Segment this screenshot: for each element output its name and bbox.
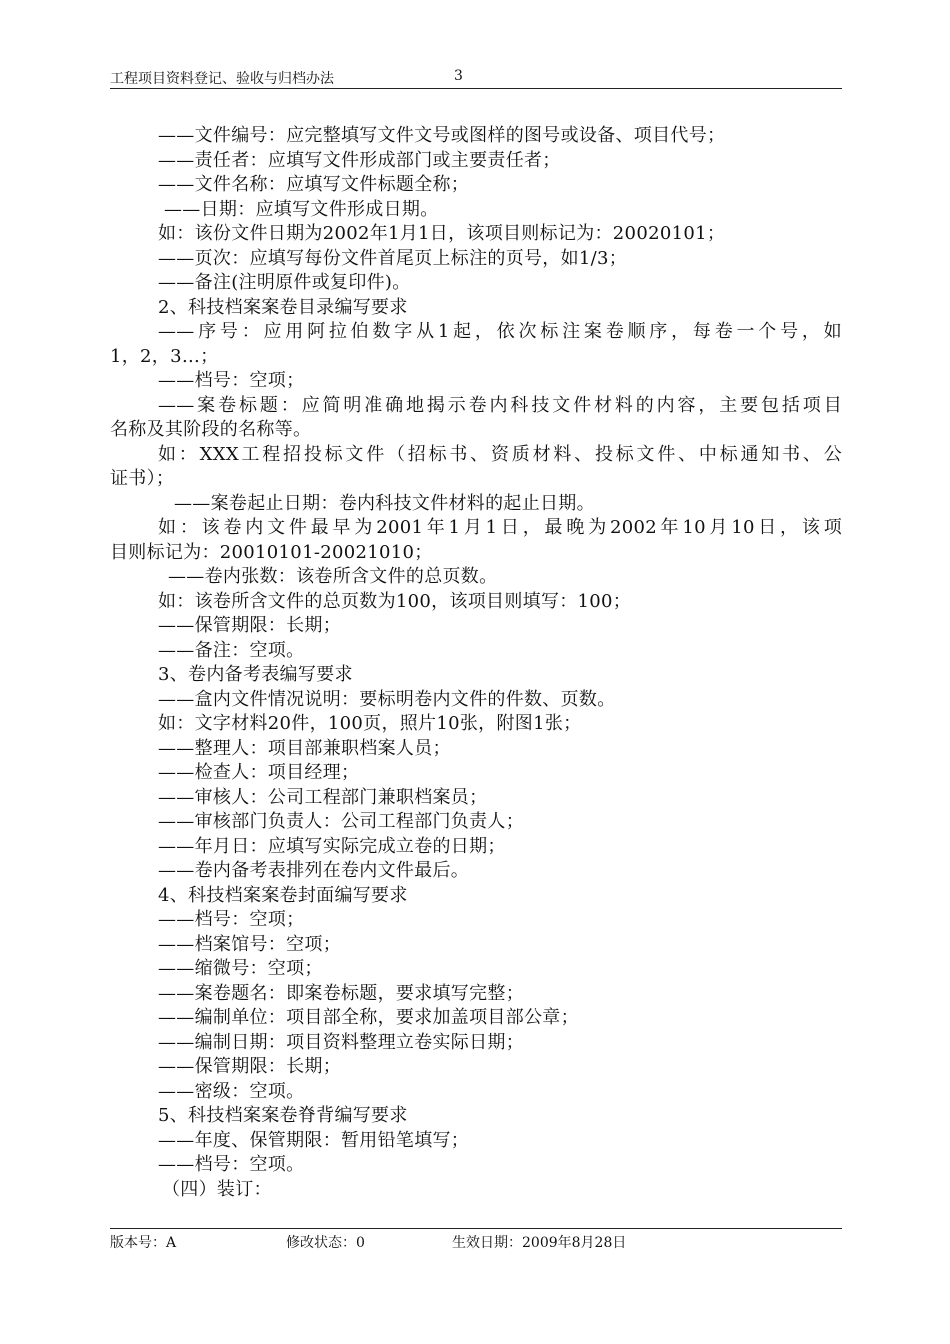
revision-status: 修改状态：0 (286, 1235, 365, 1251)
text-line: ——档号：空项。 (158, 1154, 305, 1175)
text-line: ——档号：空项； (158, 370, 305, 391)
text-line: ——责任者：应填写文件形成部门或主要责任者； (158, 149, 561, 171)
text-line: 3、卷内备考表编写要求 (158, 664, 353, 685)
text-line: ——审核部门负责人：公司工程部门负责人； (158, 811, 524, 832)
text-line: 如：该卷内文件最早为2001年1月1日，最晚为2002年10月10日，该项 (158, 517, 842, 538)
version-label: 版本号：A (110, 1235, 177, 1251)
text-line: ——保管期限：长期； (158, 1056, 341, 1077)
text-line: 4、科技档案案卷封面编写要求 (158, 884, 408, 906)
text-line: ——密级：空项。 (158, 1080, 305, 1102)
text-line: ——整理人：项目部兼职档案人员； (158, 737, 451, 759)
document-body (110, 124, 842, 1202)
text-line: 1，2，3…； (110, 345, 219, 367)
text-line: 目则标记为：20010101-20021010； (110, 541, 433, 563)
text-line: ——盒内文件情况说明：要标明卷内文件的件数、页数。 (158, 688, 616, 710)
text-line: 5、科技档案案卷脊背编写要求 (158, 1105, 408, 1126)
text-line: ——备注(注明原件或复印件)。 (158, 272, 411, 293)
text-line: ——卷内备考表排列在卷内文件最后。 (158, 860, 470, 881)
page-header (110, 64, 842, 89)
text-line: ——文件编号：应完整填写文件文号或图样的图号或设备、项目代号； (158, 125, 726, 146)
text-line: ——编制单位：项目部全称，要求加盖项目部公章； (158, 1007, 579, 1028)
text-line: ——序号：应用阿拉伯数字从1起，依次标注案卷顺序，每卷一个号，如 (158, 321, 842, 342)
text-line: ——档案馆号：空项； (158, 933, 341, 955)
text-line: 如：XXX工程招投标文件（招标书、资质材料、投标文件、中标通知书、公 (158, 443, 842, 465)
text-line: ——文件名称：应填写文件标题全称； (158, 174, 470, 195)
page-footer (110, 1228, 842, 1259)
page-number: 3 (454, 68, 463, 84)
text-line: 证书）； (110, 468, 175, 489)
text-line: ——档号：空项； (158, 909, 305, 930)
text-line: ——卷内张数：该卷所含文件的总页数。 (168, 566, 498, 587)
text-line: 如：该卷所含文件的总页数为100，该项目则填写：100； (158, 590, 632, 612)
text-line: ——年月日：应填写实际完成立卷的日期； (158, 835, 506, 857)
text-line: ——备注：空项。 (158, 639, 305, 661)
text-line: ——案卷标题：应简明准确地揭示卷内科技文件材料的内容，主要包括项目 (158, 394, 842, 416)
text-line: （四）装订： (162, 1178, 272, 1200)
text-line: ——审核人：公司工程部门兼职档案员； (158, 786, 488, 808)
text-line: ——日期：应填写文件形成日期。 (164, 198, 439, 220)
text-line: ——编制日期：项目资料整理立卷实际日期； (158, 1031, 524, 1053)
text-line: 如：文字材料20件，100页，照片10张，附图1张； (158, 713, 582, 734)
text-line: 2、科技档案案卷目录编写要求 (158, 296, 408, 318)
text-line: ——页次：应填写每份文件首尾页上标注的页号，如1/3； (158, 247, 628, 269)
text-line: ——检查人：项目经理； (158, 762, 360, 783)
text-line: ——保管期限：长期； (158, 615, 341, 636)
text-line: 名称及其阶段的名称等。 (110, 419, 312, 440)
text-line: ——案卷题名：即案卷标题，要求填写完整； (158, 982, 524, 1004)
document-title: 工程项目资料登记、验收与归档办法 (110, 71, 334, 87)
text-line: 如：该份文件日期为2002年1月1日，该项目则标记为：20020101； (158, 223, 726, 244)
text-line: ——案卷起止日期：卷内科技文件材料的起止日期。 (174, 492, 595, 514)
text-line: ——年度、保管期限：暂用铅笔填写； (158, 1129, 470, 1151)
effective-date: 生效日期：2009年8月28日 (452, 1235, 627, 1251)
text-line: ——缩微号：空项； (158, 958, 323, 979)
